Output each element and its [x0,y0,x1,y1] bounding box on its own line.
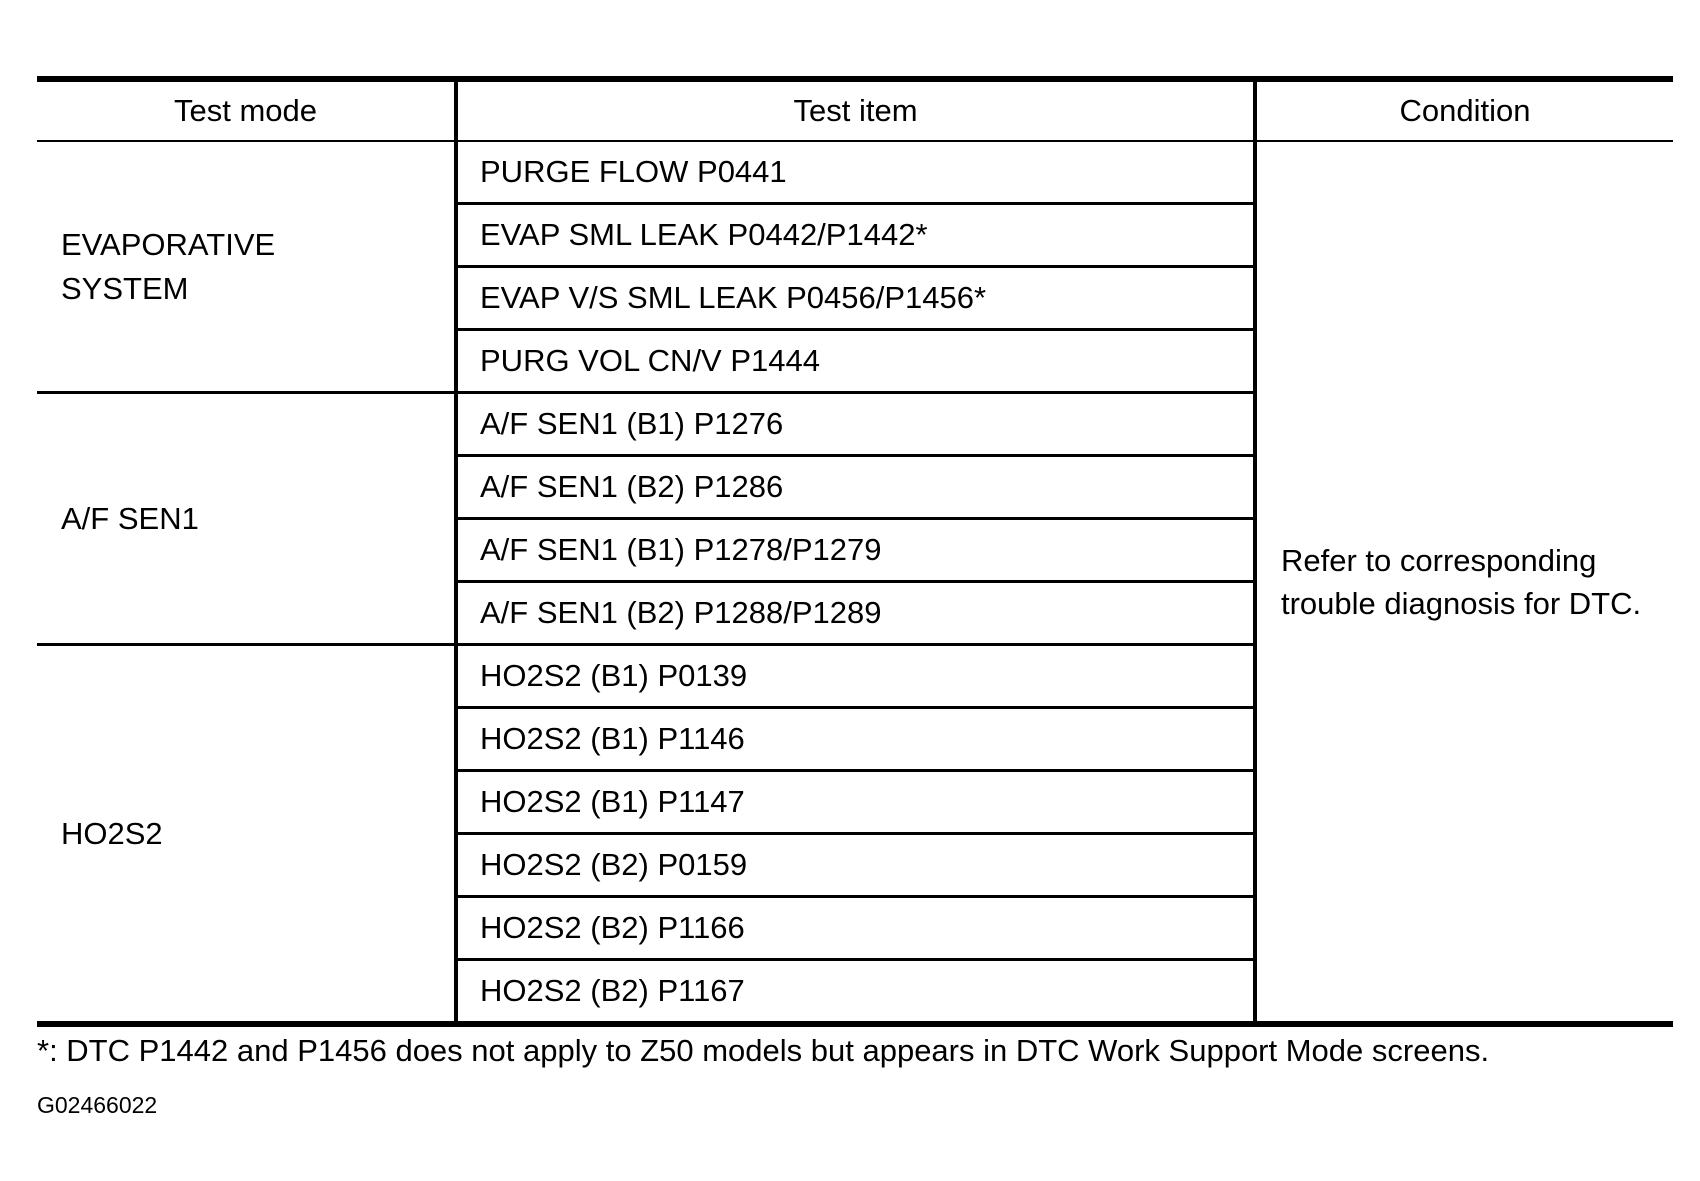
test-item-cell: A/F SEN1 (B2) P1288/P1289 [456,582,1255,645]
test-mode-evaporative-system [37,141,456,393]
test-mode-ho2s2: HO2S2 [37,645,456,1025]
test-item-cell: A/F SEN1 (B2) P1286 [456,456,1255,519]
test-item-cell: HO2S2 (B1) P1146 [456,708,1255,771]
table-header-row [37,79,1673,141]
test-mode-label: EVAPORATIVE SYSTEM [61,226,276,306]
footnote: *: DTC P1442 and P1456 does not apply to Z50 models but appears in DTC Work Support Mode screens. [37,1033,1490,1068]
header-test-item: Test item [456,79,1255,141]
test-item-cell: A/F SEN1 (B1) P1278/P1279 [456,519,1255,582]
dtc-work-support-table-container [37,76,1673,1027]
test-item-cell: PURG VOL CN/V P1444 [456,330,1255,393]
test-item-cell: HO2S2 (B1) P1147 [456,771,1255,834]
table-row [37,141,1673,204]
test-item-cell: HO2S2 (B2) P1166 [456,897,1255,960]
test-item-cell: A/F SEN1 (B1) P1276 [456,393,1255,456]
test-item-cell: HO2S2 (B2) P0159 [456,834,1255,897]
test-item-cell: PURGE FLOW P0441 [456,141,1255,204]
test-item-cell: EVAP V/S SML LEAK P0456/P1456* [456,267,1255,330]
dtc-work-support-table [37,76,1673,1027]
condition-cell: Refer to corresponding trouble diagnosis for DTC. [1281,542,1642,621]
header-condition: Condition [1255,79,1673,141]
test-item-cell: HO2S2 (B2) P1167 [456,960,1255,1025]
test-item-cell: HO2S2 (B1) P0139 [456,645,1255,708]
header-test-mode: Test mode [37,79,456,141]
figure-id: G02466022 [37,1092,158,1118]
test-item-cell: EVAP SML LEAK P0442/P1442* [456,204,1255,267]
test-mode-af-sen1: A/F SEN1 [37,393,456,645]
